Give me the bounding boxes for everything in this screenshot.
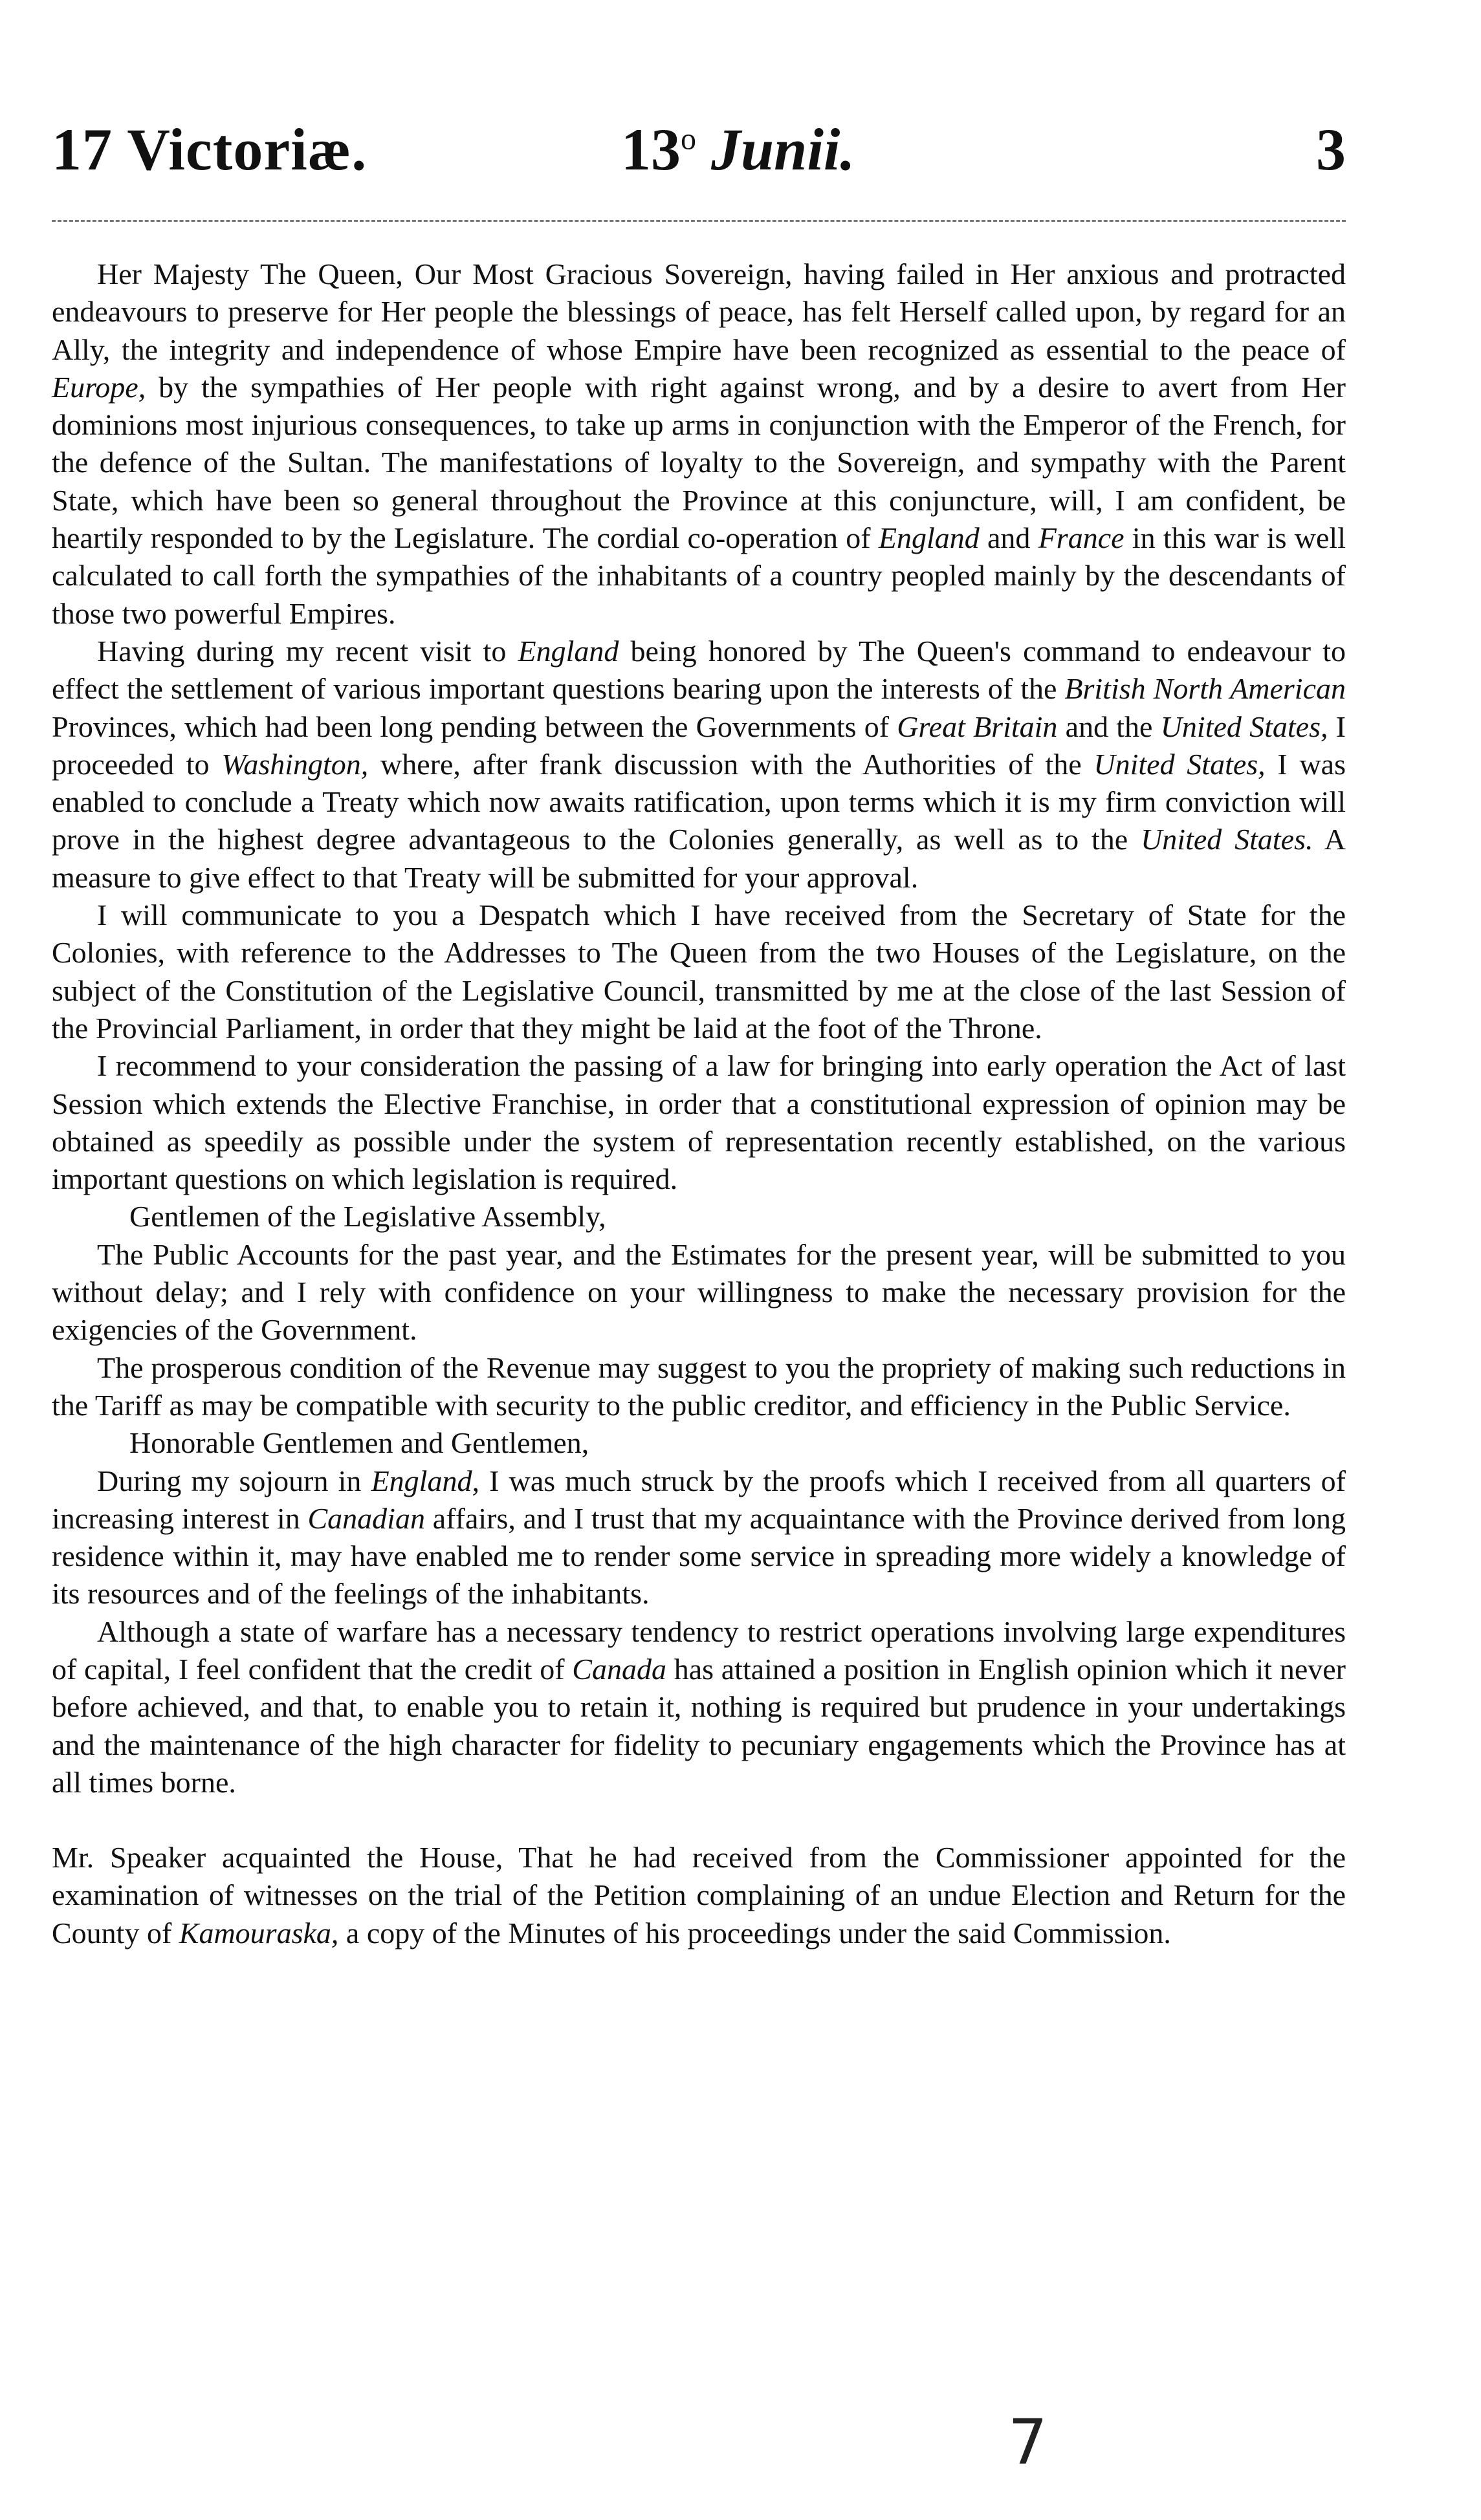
paragraph [52,1424,1346,1462]
text-run: Gentlemen of the Legislative Assembly, [129,1200,606,1233]
text-run: Her Majesty The Queen, Our Most Gracious Sovereign, having failed in Her anxious and protracted endeavours to preserve for Her people the blessings of peace, has felt Herself called upon, by regard for an Ally, the integrity and independence of whose Empire have been recognized as essential to the peace of [52,257,1346,366]
text-run: I will communicate to you a Despatch which I have received from the Secretary of State for the Colonies, with reference to the Addresses to The Queen from the two Houses of the Legislature, on the subject of the Constitution of the Legislative Council, transmitted by me at the close of the last Session of the Provincial Parliament, in order that they might be laid at the foot of the Throne. [52,898,1346,1045]
paragraph [52,1462,1346,1613]
text-run: A measure to give effect to that Treaty will be submitted for your approval. [52,823,1346,894]
italic-text: British North American [1064,672,1346,706]
italic-text: United States. [1141,823,1313,856]
italic-text: England [518,634,619,668]
text-run: has attained a position in English opinion which it never before achieved, and that, to enable you to retain it, nothing is required but prudence in your undertakings and the maintenance of the high character for fidelity to pecuniary engagements which the Province has at all times borne. [52,1652,1346,1799]
page-header [52,115,1346,193]
text-run: in this war is well calculated to call forth the sympathies of the inhabitants of a country peopled mainly by the descendants of those two powerful Empires. [52,521,1346,630]
text-run: by the sympathies of Her people with right against wrong, and by a desire to avert from Her dominions most injurious consequences, to take up arms in conjunction with the Emperor of the French, for the defence of the Sultan. The manifestations of loyalty to the Sovereign, and sympathy with the Parent State, which have been so general throughout the Province at this conjuncture, will, I am confident, be heartily responded to by the Legislature. The cordial co-operation of [52,370,1346,555]
italic-text: Washington, [221,747,369,781]
handwritten-mark: 7 [1008,2406,1048,2479]
text-run: Honorable Gentlemen and Gentlemen, [129,1426,589,1460]
italic-text: Europe, [52,370,146,404]
paragraph [52,255,1346,633]
paragraph [52,633,1346,896]
text-run: I proceeded to [52,710,1346,781]
paragraph [52,1198,1346,1235]
italic-text: Canadian [307,1501,425,1535]
italic-text: United States, [1160,710,1328,743]
text-run: being honored by The Queen's command to endeavour to effect the settlement of various important questions bearing upon the interests of the [52,634,1346,706]
paragraph [52,1613,1346,1801]
paragraph [52,896,1346,1047]
text-run: The Public Accounts for the past year, and the Estimates for the present year, will be submitted to you without delay; and I rely with confidence on your willingness to make the necessary provision for the exigencies of the Government. [52,1237,1346,1347]
italic-text: United States, [1093,747,1266,781]
italic-text: Kamouraska, [179,1916,339,1950]
text-run: Although a state of warfare has a necessary tendency to restrict operations involving large expenditures of capital, I feel confident that the credit of [52,1614,1346,1686]
header-rule [52,220,1346,222]
italic-text: England [878,521,980,555]
text-run: Having during my recent visit to [97,634,518,668]
paragraph [52,1839,1346,1952]
italic-text: Great Britain [897,710,1058,743]
text-run: affairs, and I trust that my acquaintance with the Province derived from long residence within it, may have enabled me to render some service in spreading more widely a knowledge of its resources and of the feelings of the inhabitants. [52,1501,1346,1611]
text-run: Mr. Speaker acquainted the House, That he had received from the Commissioner appointed for the examination of witnesses on the trial of the Petition complaining of an undue Election and Return for the County of [52,1841,1346,1950]
text-run: I was enabled to conclude a Treaty which now awaits ratification, upon terms which it is my firm conviction will prove in the highest degree advantageous to the Colonies generally, as well as to the [52,747,1346,856]
text-run: I recommend to your consideration the passing of a law for bringing into early operation the Act of last Session which extends the Elective Franchise, in order that a constitutional expression of opinion may be obtained as speedily as possible under the system of representation recently established, on the various important questions on which legislation is required. [52,1049,1346,1196]
header-date [621,115,855,184]
text-run: The prosperous condition of the Revenue may suggest to you the propriety of making such reductions in the Tariff as may be compatible with security to the public creditor, and efficiency in the Public Service. [52,1351,1346,1422]
italic-text: England, [371,1464,479,1497]
paragraph [52,1236,1346,1349]
page-number: 3 [1316,116,1346,182]
paragraph [52,1349,1346,1425]
italic-text: Canada [572,1652,666,1686]
text-run: and [979,521,1038,555]
header-month: Junii. [711,116,855,182]
paragraph [52,1047,1346,1198]
text-run: During my sojourn in [97,1464,371,1497]
italic-text: France [1038,521,1124,555]
text-run: Provinces, which had been long pending between the Governments of [52,710,897,743]
body-text [52,255,1346,1952]
regnal-year: 17 Victoriæ. [52,116,368,182]
header-day-suffix: o [681,122,696,157]
text-run: and the [1057,710,1161,743]
text-run: a copy of the Minutes of his proceedings under the said Commission. [338,1916,1171,1950]
text-run: I was much struck by the proofs which I received from all quarters of increasing interest in [52,1464,1346,1535]
header-day: 13 [621,116,681,182]
text-run: where, after frank discussion with the Authorities of the [368,747,1094,781]
